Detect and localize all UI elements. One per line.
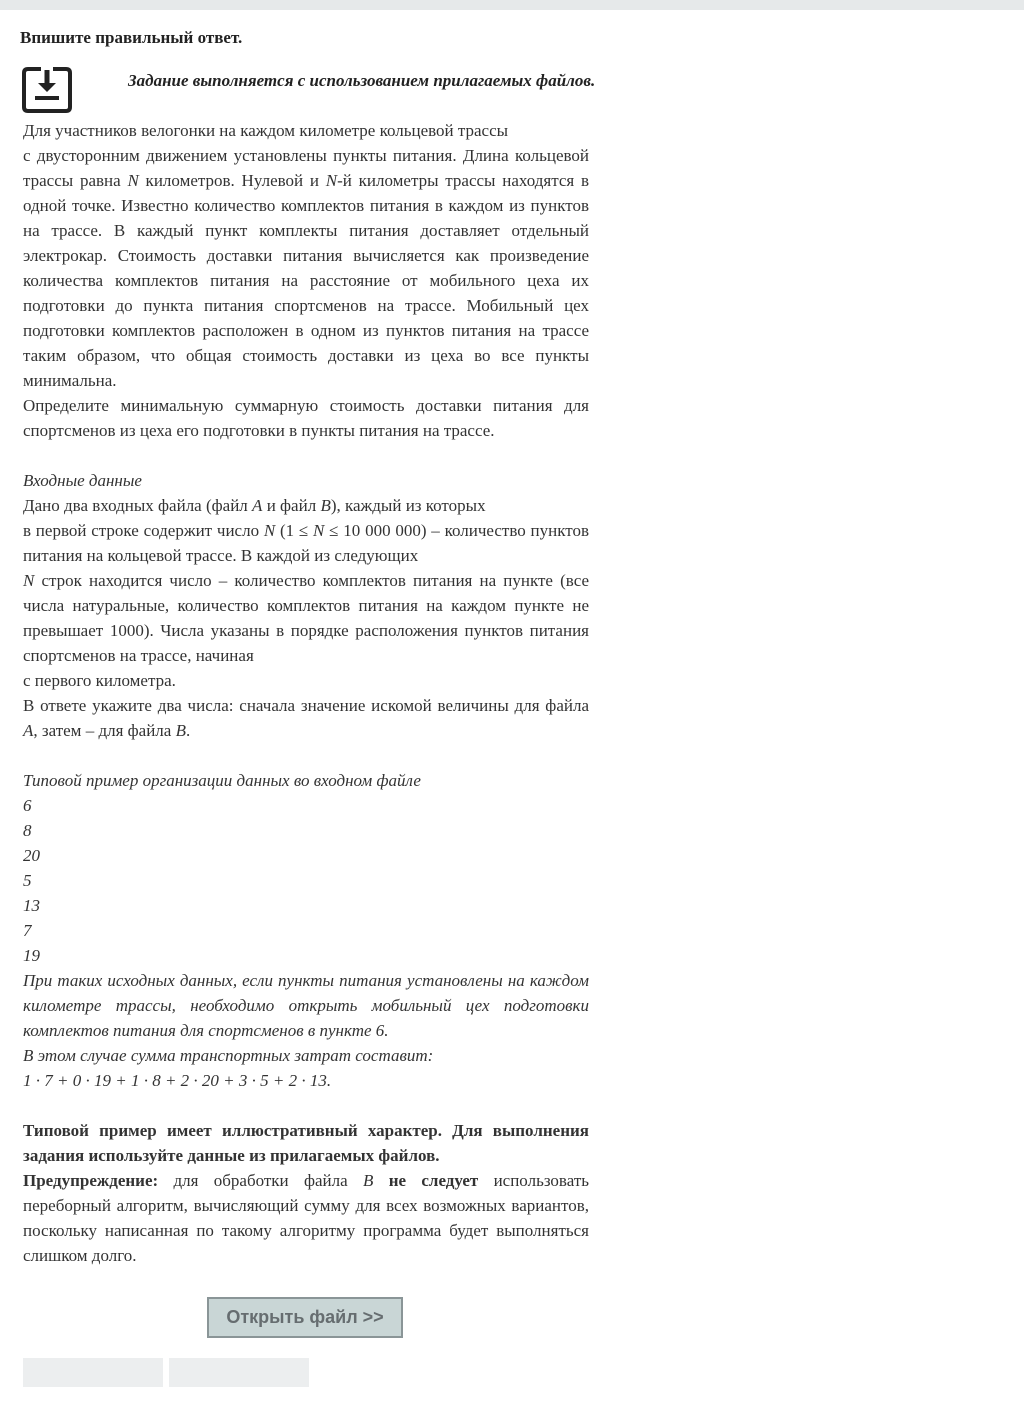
input-heading: Входные данные xyxy=(23,471,142,490)
answer-tab-2[interactable] xyxy=(169,1358,309,1387)
input-line-1: Дано два входных файла (файл A и файл B), каждый из которых xyxy=(23,496,486,515)
input-line-2: в первой строке содержит число N (1 ≤ N ≤ 10 000 000) – количество пунктов питания на кольцевой трассе. В каждой из следующих xyxy=(23,521,589,565)
example-explanation: При таких исходных данных, если пункты питания установлены на каждом километре трассы, необходимо открыть мобильный цех подготовки комплектов питания для спортсменов в пункте 6. xyxy=(23,971,589,1040)
answer-tab-1[interactable] xyxy=(23,1358,163,1387)
example-heading: Типовой пример организации данных во входном файле xyxy=(23,771,421,790)
task-content xyxy=(23,118,589,1268)
example-line: 13 xyxy=(23,896,40,915)
open-file-button[interactable]: Открыть файл >> xyxy=(207,1297,403,1338)
warning-note: Предупреждение: для обработки файла B не следует использовать переборный алгоритм, вычисляющий сумму для всех возможных вариантов, поскольку написанная по такому алгоритму программа будет выполняться слишком долго. xyxy=(23,1171,590,1265)
task-question: Определите минимальную суммарную стоимость доставки питания для спортсменов из цеха его подготовки в пункты питания на трассе. xyxy=(23,396,589,440)
instruction-text: Впишите правильный ответ. xyxy=(20,28,243,47)
top-bar xyxy=(0,0,1024,10)
input-line-3: N строк находится число – количество комплектов питания на пункте (все числа натуральные, количество комплектов питания на каждом пункте не превышает 1000). Числа указаны в порядке расположения пунктов питания спортсменов на трассе, начиная xyxy=(23,571,589,665)
download-file-icon[interactable] xyxy=(22,67,72,113)
example-line: 19 xyxy=(23,946,40,965)
task-line-1: Для участников велогонки на каждом километре кольцевой трассы xyxy=(23,121,509,140)
example-line: 7 xyxy=(23,921,32,940)
task-paragraph: с двусторонним движением установлены пункты питания. Длина кольцевой трассы равна N километров. Нулевой и N-й километры трассы находятся в одной точке. Известно количество комплектов питания в каждом из пунктов на трассе. В каждый пункт комплекты питания доставляет отдельный электрокар. Стоимость доставки питания вычисляется как произведение количества комплектов питания на расстояние от мобильного цеха их подготовки до пункта питания спортсменов на трассе. Мобильный цех подготовки комплектов расположен в одном из пунктов питания на трассе таким образом, что общая стоимость доставки из цеха во все пункты минимальна. xyxy=(23,146,590,390)
example-cost-intro: В этом случае сумма транспортных затрат составит: xyxy=(23,1046,434,1065)
example-line: 6 xyxy=(23,796,32,815)
example-line: 20 xyxy=(23,846,40,865)
example-line: 5 xyxy=(23,871,32,890)
example-formula: 1 · 7 + 0 · 19 + 1 · 8 + 2 · 20 + 3 · 5 + 2 · 13. xyxy=(23,1071,332,1090)
illustrative-note: Типовой пример имеет иллюстративный характер. Для выполнения задания используйте данные из прилагаемых файлов. xyxy=(23,1121,589,1165)
input-line-4: с первого километра. xyxy=(23,671,176,690)
answer-instruction: В ответе укажите два числа: сначала значение искомой величины для файла A, затем – для файла B. xyxy=(23,696,589,740)
example-line: 8 xyxy=(23,821,32,840)
attached-files-note: Задание выполняется с использованием прилагаемых файлов. xyxy=(128,71,596,90)
